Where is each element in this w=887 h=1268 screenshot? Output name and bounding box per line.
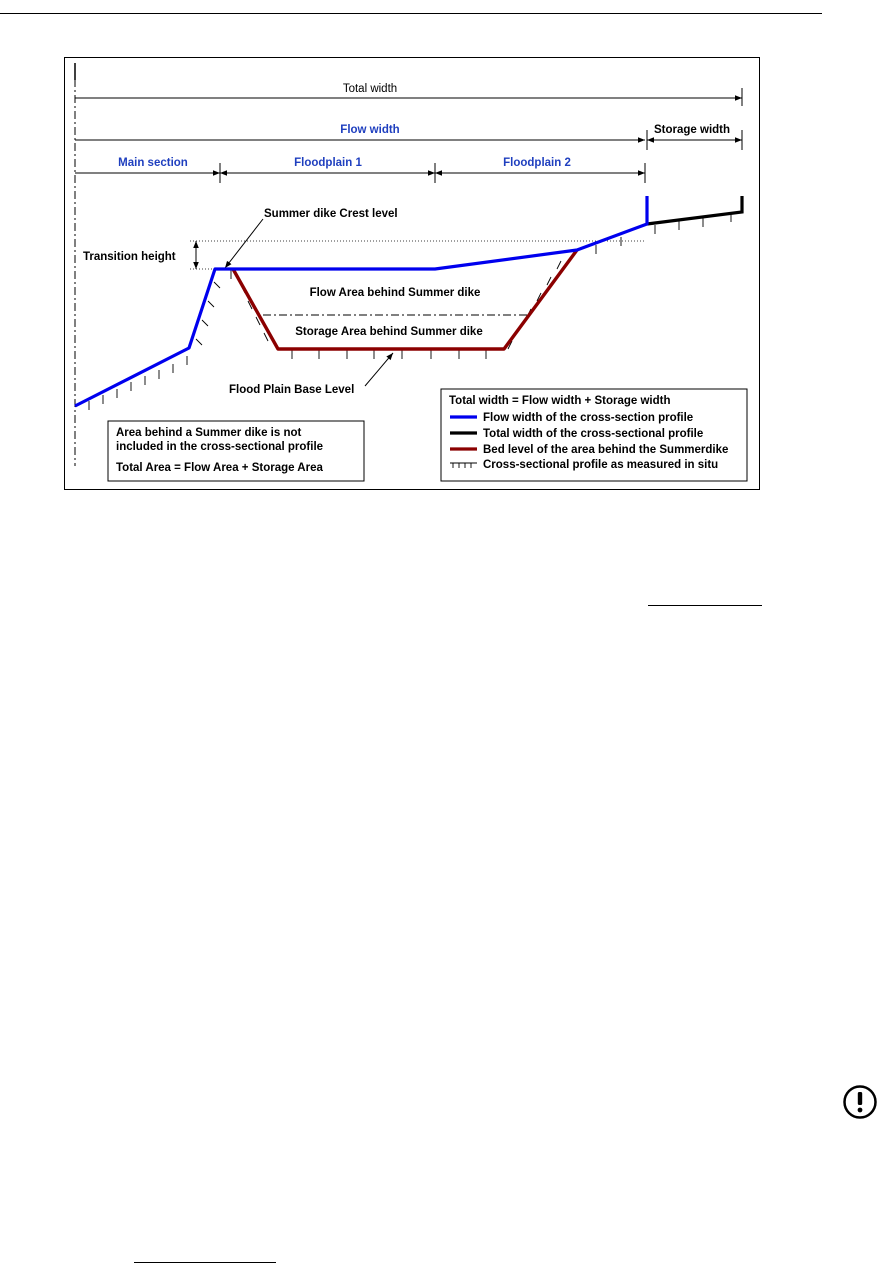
legend-title: Total width = Flow width + Storage width: [449, 395, 671, 407]
summer-dike-crest-leader: [225, 219, 263, 268]
cross-section-diagram: [65, 58, 761, 491]
total-width-label: Total width: [342, 83, 398, 95]
storage-area-label: Storage Area behind Summer dike: [295, 326, 483, 338]
cross-section-figure: [64, 57, 760, 490]
legend-item-flow: Flow width of the cross-section profile: [483, 412, 694, 424]
flood-plain-base-label: Flood Plain Base Level: [229, 384, 355, 396]
legend-item-measured: Cross-sectional profile as measured in situ: [483, 459, 719, 471]
storage-width-label: Storage width: [653, 124, 731, 136]
legend-item-bed: Bed level of the area behind the Summerdike: [483, 444, 729, 456]
legend-item-total: Total width of the cross-sectional profile: [483, 428, 704, 440]
page-header-rule: [0, 13, 822, 14]
note-line-2: included in the cross-sectional profile: [116, 441, 324, 453]
total-width-profile: [647, 196, 742, 224]
footnote-rule: [134, 1262, 276, 1263]
link-underline: [648, 605, 762, 606]
summer-dike-crest-label: Summer dike Crest level: [264, 208, 398, 220]
measured-profile-hatch: [89, 213, 731, 410]
floodplain-1-label: Floodplain 1: [294, 157, 362, 169]
flow-area-label: Flow Area behind Summer dike: [309, 287, 481, 299]
flood-plain-base-leader: [365, 353, 393, 386]
flow-width-label: Flow width: [340, 124, 400, 136]
exclamation-circle-icon: [842, 1084, 878, 1120]
transition-height-label: Transition height: [83, 251, 176, 263]
note-line-3: Total Area = Flow Area + Storage Area: [116, 462, 323, 474]
note-line-1: Area behind a Summer dike is not: [116, 427, 302, 439]
flow-width-profile: [75, 196, 647, 406]
main-section-label: Main section: [118, 157, 188, 169]
floodplain-2-label: Floodplain 2: [503, 157, 571, 169]
